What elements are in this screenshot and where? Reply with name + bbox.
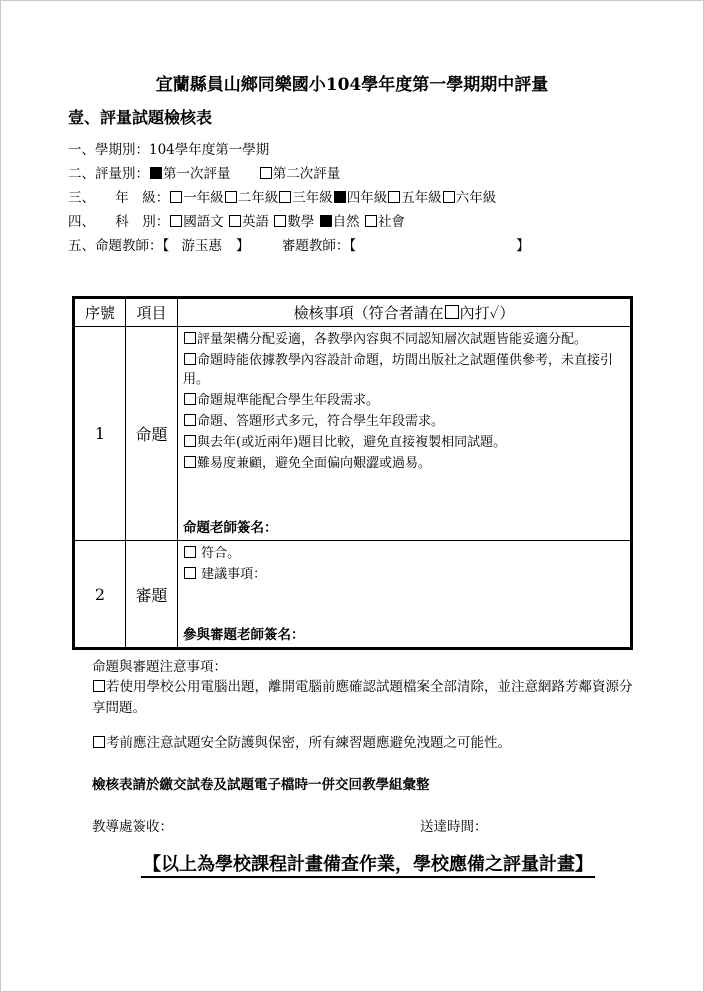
reviewer-label: 審題教師：【 xyxy=(281,238,357,254)
grade-3-label: 三年級 xyxy=(292,190,333,206)
grade-label: 三、 年 級： xyxy=(68,190,170,206)
check-box[interactable] xyxy=(184,332,196,344)
check-item xyxy=(183,391,626,410)
delivery-label: 送達時間： xyxy=(420,819,488,835)
subject-social-checkbox[interactable] xyxy=(365,215,377,227)
teacher-name: 游玉惠 xyxy=(181,238,223,254)
received-label: 教導處簽收： xyxy=(92,819,173,835)
note-1-text: 若使用學校公用電腦出題，離開電腦前應確認試題檔案全部清除，並注意網路芳鄰資源分享問題。 xyxy=(92,679,633,716)
note-2-checkbox[interactable] xyxy=(93,736,105,748)
note-1-checkbox[interactable] xyxy=(93,680,105,692)
check-item xyxy=(183,351,626,389)
evaluation-type-line xyxy=(68,162,340,182)
check-item xyxy=(183,412,626,431)
check-text: 符合。 xyxy=(201,546,241,562)
grade-1-checkbox[interactable] xyxy=(170,191,182,203)
final-note-text: 【以上為學校課程計畫備查作業，學校應備之評量計畫】 xyxy=(141,854,595,878)
first-eval-label: 第一次評量 xyxy=(163,166,231,182)
subject-label: 四、 科 別： xyxy=(68,214,170,230)
subject-social-label: 社會 xyxy=(377,214,405,230)
grade-6-checkbox[interactable] xyxy=(443,191,455,203)
submit-instruction: 檢核表請於繳交試卷及試題電子檔時一併交回教學組彙整 xyxy=(92,777,430,793)
check-text: 評量架構分配妥適，各教學內容與不同認知層次試題皆能妥適分配。 xyxy=(197,332,588,348)
subject-chinese-checkbox[interactable] xyxy=(170,215,182,227)
row1-no: 1 xyxy=(74,327,126,541)
notes-heading: 命題與審題注意事項： xyxy=(92,659,227,675)
subject-line xyxy=(68,210,405,230)
grade-3-checkbox[interactable] xyxy=(279,191,291,203)
header-check-suffix: 內打✓） xyxy=(459,304,515,323)
check-text: 與去年(或近兩年)題目比較，避免直接複製相同試題。 xyxy=(197,435,507,451)
subject-science-label: 自然 xyxy=(332,214,360,230)
first-eval-checkbox[interactable] xyxy=(150,167,162,179)
check-text: 建議事項： xyxy=(201,567,267,583)
grade-2-checkbox[interactable] xyxy=(225,191,237,203)
header-check-prefix: 檢核事項（符合者請在 xyxy=(293,304,444,323)
table-header-row xyxy=(74,298,632,327)
subject-science-checkbox[interactable] xyxy=(320,215,332,227)
reviewer-bracket-close: 】 xyxy=(516,238,530,254)
row2-no: 2 xyxy=(74,541,126,649)
row1-item: 命題 xyxy=(126,327,178,541)
check-box[interactable] xyxy=(184,414,196,426)
second-eval-label: 第二次評量 xyxy=(272,166,341,182)
grade-4-checkbox[interactable] xyxy=(334,191,346,203)
grade-5-checkbox[interactable] xyxy=(388,191,400,203)
final-note xyxy=(0,850,704,876)
check-table xyxy=(72,296,633,650)
grade-5-label: 五年級 xyxy=(401,190,442,206)
subject-english-checkbox[interactable] xyxy=(229,215,241,227)
header-item: 項目 xyxy=(126,298,178,327)
grade-4-label: 四年級 xyxy=(346,190,388,206)
table-row xyxy=(74,541,632,649)
check-item xyxy=(183,330,626,349)
check-item xyxy=(183,565,626,584)
grade-6-label: 六年級 xyxy=(455,190,497,206)
header-check xyxy=(178,298,632,327)
check-text: 難易度兼顧，避免全面偏向艱澀或過易。 xyxy=(197,456,432,472)
subject-english-label: 英語 xyxy=(242,214,270,230)
note-2 xyxy=(92,731,511,751)
note-1 xyxy=(92,677,637,719)
second-eval-checkbox[interactable] xyxy=(260,167,272,179)
grade-line xyxy=(68,186,496,206)
check-box[interactable] xyxy=(184,567,196,579)
row1-signature: 命題老師簽名： xyxy=(183,520,278,537)
row2-item: 審題 xyxy=(126,541,178,649)
check-box[interactable] xyxy=(184,546,196,558)
grade-1-label: 一年級 xyxy=(183,190,224,206)
evaluation-type-label: 二、評量別： xyxy=(68,166,149,182)
note-2-text: 考前應注意試題安全防護與保密，所有練習題應避免洩題之可能性。 xyxy=(106,735,511,751)
row2-signature: 參與審題老師簽名： xyxy=(183,627,305,643)
teacher-label: 五、命題教師：【 xyxy=(68,238,170,254)
subject-math-checkbox[interactable] xyxy=(274,215,286,227)
check-box[interactable] xyxy=(184,353,196,365)
check-text: 命題時能依據教學內容設計命題，坊間出版社之試題僅供參考，未直接引用。 xyxy=(183,353,614,388)
grade-2-label: 二年級 xyxy=(237,190,279,206)
teacher-bracket-close: 】 xyxy=(236,238,250,254)
check-box[interactable] xyxy=(184,393,196,405)
row2-checks xyxy=(178,541,632,649)
check-text: 命題規準能配合學生年段需求。 xyxy=(197,393,380,409)
table-row xyxy=(74,327,632,541)
document-title: 宜蘭縣員山鄉同樂國小104學年度第一學期期中評量 xyxy=(155,75,549,95)
semester-line: 一、學期別：104學年度第一學期 xyxy=(68,142,270,158)
subject-math-label: 數學 xyxy=(287,214,315,230)
check-box[interactable] xyxy=(184,456,196,468)
teacher-line xyxy=(68,234,530,254)
check-item xyxy=(183,544,626,563)
header-no: 序號 xyxy=(74,298,126,327)
row1-checks xyxy=(178,327,632,541)
check-text: 命題、答題形式多元，符合學生年段需求。 xyxy=(197,414,445,430)
subject-chinese-label: 國語文 xyxy=(183,214,224,230)
check-box[interactable] xyxy=(184,435,196,447)
section-heading: 壹、評量試題檢核表 xyxy=(68,108,213,127)
check-item xyxy=(183,433,626,452)
check-item xyxy=(183,454,626,473)
header-box-icon xyxy=(445,305,459,319)
